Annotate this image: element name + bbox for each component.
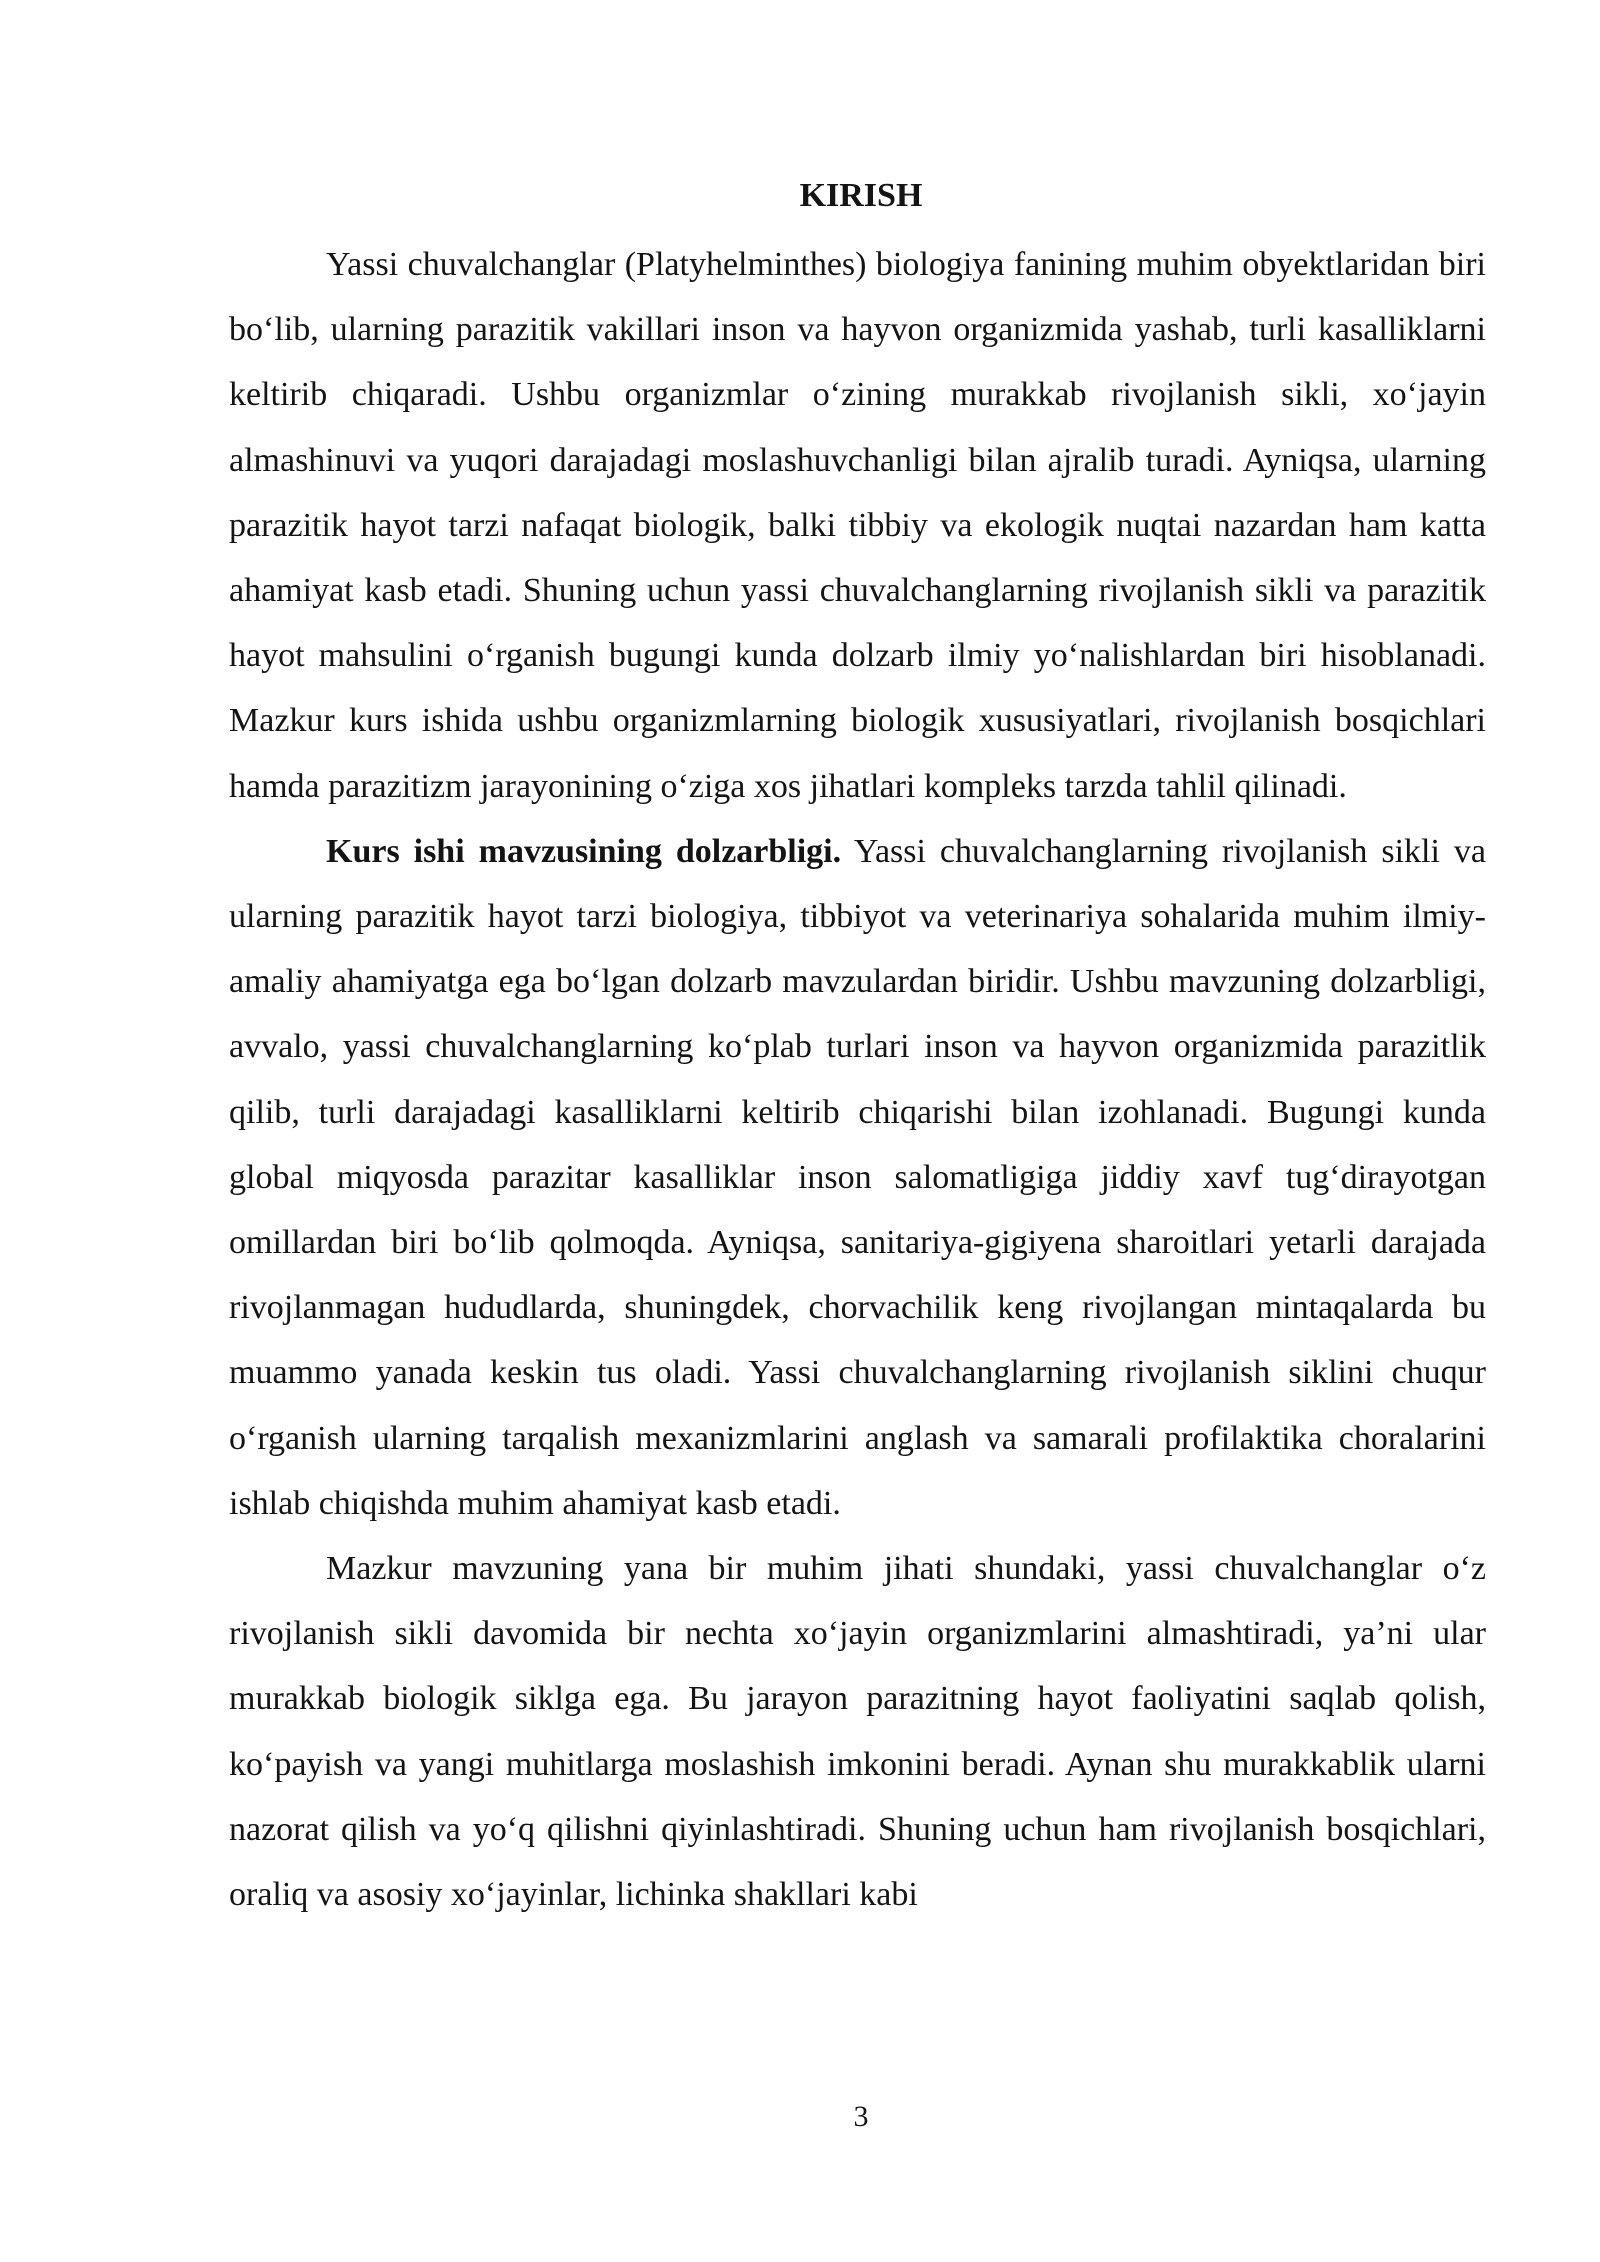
paragraph-life-cycle	[229, 1536, 1486, 1927]
paragraph-text: Mazkur mavzuning yana bir muhim jihati shundaki, yassi chuvalchanglar o‘z rivojlanish sikli davomida bir nechta xo‘jayin organizmlarini almashtiradi, ya’ni ular murakkab biologik siklga ega. Bu jarayon parazitning hayot faoliyatini saqlab qolish, ko‘payish va yangi muhitlarga moslashish imkonini beradi. Aynan shu murakkablik ularni nazorat qilish va yo‘q qilishni qiyinlashtiradi. Shuning uchun ham rivojlanish bosqichlari, oraliq va asosiy xo‘jayinlar, lichinka shakllari kabi	[229, 1550, 1486, 1914]
paragraph-relevance	[229, 819, 1486, 1536]
body-text	[229, 232, 1486, 1927]
paragraph-text: Yassi chuvalchanglarning rivojlanish sikli va ularning parazitik hayot tarzi biologiya, tibbiyot va veterinariya sohalarida muhim ilmiy-amaliy ahamiyatga ega bo‘lgan dolzarb mavzulardan biridir. Ushbu mavzuning dolzarbligi, avvalo, yassi chuvalchanglarning ko‘plab turlari inson va hayvon organizmida parazitlik qilib, turli darajadagi kasalliklarni keltirib chiqarishi bilan izohlanadi. Bugungi kunda global miqyosda parazitar kasalliklar inson salomatligiga jiddiy xavf tug‘dirayotgan omillardan biri bo‘lib qolmoqda. Ayniqsa, sanitariya-gigiyena sharoitlari yetarli darajada rivojlanmagan hududlarda, shuningdek, chorvachilik keng rivojlangan mintaqalarda bu muammo yanada keskin tus oladi. Yassi chuvalchanglarning rivojlanish siklini chuqur o‘rganish ularning tarqalish mexanizmlarini anglash va samarali profilaktika choralarini ishlab chiqishda muhim ahamiyat kasb etadi.	[229, 832, 1486, 1522]
page-number: 3	[853, 2100, 869, 2133]
paragraph-introduction	[229, 232, 1486, 819]
section-heading: KIRISH	[799, 177, 923, 214]
paragraph-lead: Kurs ishi mavzusining dolzarbligi.	[326, 832, 842, 870]
paragraph-text: Yassi chuvalchanglar (Platyhelminthes) biologiya fanining muhim obyektlaridan biri bo‘lib, ularning parazitik vakillari inson va hayvon organizmida yashab, turli kasalliklarni keltirib chiqaradi. Ushbu organizmlar o‘zining murakkab rivojlanish sikli, xo‘jayin almashinuvi va yuqori darajadagi moslashuvchanligi bilan ajralib turadi. Ayniqsa, ularning parazitik hayot tarzi nafaqat biologik, balki tibbiy va ekologik nuqtai nazardan ham katta ahamiyat kasb etadi. Shuning uchun yassi chuvalchanglarning rivojlanish sikli va parazitik hayot mahsulini o‘rganish bugungi kunda dolzarb ilmiy yo‘nalishlardan biri hisoblanadi. Mazkur kurs ishida ushbu organizmlarning biologik xususiyatlari, rivojlanish bosqichlari hamda parazitizm jarayonining o‘ziga xos jihatlari kompleks tarzda tahlil qilinadi.	[229, 246, 1486, 805]
